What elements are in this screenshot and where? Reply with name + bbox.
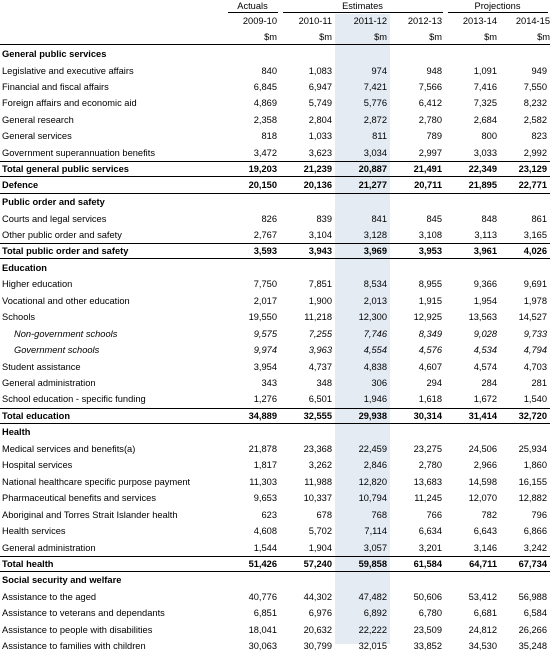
cell-value: 19,550 [248, 312, 277, 323]
cell-value: 2,358 [253, 114, 277, 125]
cell-value: 35,248 [518, 641, 547, 652]
cell-value: 3,033 [473, 147, 497, 158]
cell-value: 6,643 [473, 526, 497, 536]
row-label: Courts and legal services [2, 213, 107, 224]
cell-value: 768 [371, 509, 387, 520]
cell-value: 3,963 [308, 345, 332, 356]
cell-value: 3,943 [308, 246, 332, 257]
cell-value: 818 [261, 131, 277, 142]
col-unit: $m [374, 32, 387, 42]
cell-value: 12,925 [413, 312, 442, 323]
cell-value: 4,737 [308, 361, 332, 372]
cell-value: 20,150 [248, 179, 277, 190]
cell-value: 21,239 [303, 164, 332, 175]
cell-value: 7,325 [473, 98, 497, 109]
row-label: Pharmaceutical benefits and services [2, 493, 156, 504]
col-year-2010-11: 2010-11 [298, 16, 332, 26]
table-row [0, 276, 550, 292]
cell-value: 7,750 [253, 279, 277, 290]
row-label: Hospital services [2, 460, 73, 471]
cell-value: 3,593 [253, 246, 277, 257]
group-header-estimates: Estimates [342, 1, 383, 11]
cell-value: 3,623 [308, 147, 332, 158]
row-label: Legislative and executive affairs [2, 65, 134, 76]
cell-value: 3,953 [418, 246, 442, 257]
cell-value: 12,070 [468, 493, 497, 504]
section-title: Public order and safety [2, 197, 105, 207]
cell-value: 1,904 [308, 542, 332, 553]
cell-value: 22,349 [468, 164, 497, 175]
table-row [0, 523, 550, 539]
section-heading-row [0, 260, 550, 276]
cell-value: 1,091 [473, 65, 497, 76]
cell-value: 3,262 [308, 460, 332, 471]
cell-value: 306 [371, 378, 387, 388]
cell-value: 20,136 [303, 179, 332, 190]
cell-value: 796 [531, 509, 547, 520]
cell-value: 2,997 [418, 147, 442, 158]
group-header-projections: Projections [474, 1, 521, 11]
cell-value: 1,954 [473, 295, 497, 306]
total-row [0, 408, 550, 424]
cell-value: 1,276 [253, 394, 277, 405]
cell-value: 3,057 [363, 542, 387, 553]
row-label: General administration [2, 542, 96, 553]
cell-value: 4,576 [418, 345, 442, 356]
cell-value: 1,978 [523, 295, 547, 306]
row-label: Government schools [14, 345, 100, 356]
table-row [0, 95, 550, 111]
cell-value: 59,858 [358, 559, 387, 569]
cell-value: 23,275 [413, 443, 442, 454]
cell-value: 20,632 [303, 624, 332, 635]
cell-value: 343 [261, 378, 277, 388]
row-label: Medical services and benefits(a) [2, 443, 136, 454]
table-row [0, 293, 550, 309]
row-label: School education - specific funding [2, 394, 146, 405]
cell-value: 4,554 [363, 345, 387, 356]
table-row [0, 63, 550, 79]
section-title: Health [2, 427, 31, 438]
cell-value: 974 [371, 65, 387, 76]
table-row [0, 112, 550, 128]
cell-value: 4,607 [418, 361, 442, 372]
cell-value: 6,681 [473, 608, 497, 619]
cell-value: 6,845 [253, 81, 277, 92]
cell-value: 839 [316, 213, 332, 224]
cell-value: 4,534 [473, 345, 497, 356]
row-label: National healthcare specific purpose payment [2, 476, 191, 487]
cell-value: 29,938 [358, 410, 387, 421]
cell-value: 21,277 [358, 179, 387, 190]
cell-value: 8,534 [363, 279, 387, 290]
cell-value: 6,634 [418, 526, 442, 536]
cell-value: 23,129 [518, 164, 547, 175]
col-year-2013-14: 2013-14 [462, 16, 497, 26]
cell-value: 5,776 [363, 98, 387, 109]
cell-value: 13,683 [413, 476, 442, 487]
table-row [0, 375, 550, 391]
group-header-actuals: Actuals [237, 1, 268, 11]
cell-value: 6,412 [418, 98, 442, 109]
row-label: Assistance to families with children [2, 641, 146, 652]
total-row [0, 161, 550, 177]
cell-value: 1,672 [473, 394, 497, 405]
table-row [0, 145, 550, 161]
cell-value: 348 [316, 378, 332, 388]
cell-value: 766 [426, 509, 442, 520]
cell-value: 6,851 [253, 608, 277, 619]
cell-value: 845 [426, 213, 442, 224]
cell-value: 4,838 [363, 361, 387, 372]
row-label: Assistance to people with disabilities [2, 624, 153, 635]
row-label: General services [2, 131, 72, 142]
cell-value: 9,691 [523, 279, 547, 290]
cell-value: 22,771 [518, 179, 547, 190]
col-unit: $m [319, 32, 332, 42]
cell-value: 811 [372, 131, 387, 142]
cell-value: 6,947 [308, 81, 332, 92]
table-row [0, 441, 550, 457]
cell-value: 8,349 [418, 328, 442, 339]
row-label: Total public order and safety [2, 246, 129, 257]
cell-value: 1,540 [523, 394, 547, 405]
cell-value: 4,703 [523, 361, 547, 372]
cell-value: 1,860 [523, 460, 547, 471]
cell-value: 800 [481, 131, 497, 142]
section-heading-row [0, 424, 550, 440]
cell-value: 9,733 [523, 328, 547, 339]
section-heading-row [0, 194, 550, 210]
cell-value: 9,028 [473, 328, 497, 339]
cell-value: 30,799 [303, 641, 332, 652]
section-heading-row [0, 46, 550, 62]
cell-value: 14,527 [518, 312, 547, 323]
cell-value: 61,584 [413, 559, 442, 569]
section-title: Social security and welfare [2, 575, 122, 586]
col-unit: $m [537, 32, 550, 42]
row-label: General research [2, 114, 74, 125]
table-row [0, 474, 550, 490]
row-label: Schools [2, 312, 36, 323]
row-label: Financial and fiscal affairs [2, 81, 109, 92]
cell-value: 21,878 [248, 443, 277, 454]
cell-value: 21,895 [468, 179, 497, 190]
cell-value: 1,946 [363, 394, 387, 405]
row-label: Assistance to the aged [2, 591, 97, 602]
cell-value: 3,969 [363, 246, 387, 257]
table-row [0, 605, 550, 621]
cell-value: 24,506 [468, 443, 497, 454]
cell-value: 3,472 [253, 147, 277, 158]
cell-value: 3,128 [363, 229, 387, 240]
cell-value: 948 [426, 65, 442, 76]
col-year-2014-15: 2014-15 [515, 16, 550, 26]
cell-value: 13,563 [468, 312, 497, 323]
cell-value: 823 [531, 131, 547, 142]
cell-value: 50,606 [413, 591, 442, 602]
table-row [0, 507, 550, 523]
cell-value: 12,882 [518, 493, 547, 504]
cell-value: 6,780 [418, 608, 442, 619]
cell-value: 1,033 [308, 131, 332, 142]
cell-value: 2,017 [253, 295, 277, 306]
header-rule [0, 44, 550, 45]
cell-value: 3,165 [523, 229, 547, 240]
table-row [0, 79, 550, 95]
row-label: Assistance to veterans and dependants [2, 608, 165, 619]
cell-value: 2,846 [363, 460, 387, 471]
cell-value: 51,426 [248, 559, 277, 569]
cell-value: 32,555 [303, 410, 332, 421]
row-label: Total general public services [2, 164, 129, 175]
table-row [0, 589, 550, 605]
col-unit: $m [484, 32, 497, 42]
cell-value: 3,113 [474, 229, 497, 240]
cell-value: 789 [426, 131, 442, 142]
table-row [0, 211, 550, 227]
cell-value: 3,242 [523, 542, 547, 553]
cell-value: 6,584 [523, 608, 547, 619]
cell-value: 23,509 [413, 624, 442, 635]
total-row [0, 556, 550, 572]
cell-value: 19,203 [248, 164, 277, 175]
row-label: Foreign affairs and economic aid [2, 98, 137, 109]
cell-value: 1,915 [418, 295, 442, 306]
cell-value: 12,820 [358, 476, 387, 487]
cell-value: 1,900 [308, 295, 332, 306]
cell-value: 4,026 [523, 246, 547, 257]
table-row [0, 309, 550, 325]
cell-value: 18,041 [248, 624, 277, 635]
cell-value: 31,414 [468, 410, 497, 421]
cell-value: 4,608 [253, 526, 277, 536]
cell-value: 826 [261, 213, 277, 224]
cell-value: 34,889 [248, 410, 277, 421]
row-label: Government superannuation benefits [2, 147, 155, 158]
cell-value: 11,988 [304, 476, 332, 487]
cell-value: 7,550 [523, 81, 547, 92]
cell-value: 1,618 [418, 394, 442, 405]
cell-value: 10,337 [303, 493, 332, 504]
cell-value: 11,303 [249, 476, 277, 487]
col-year-2011-12: 2011-12 [353, 16, 387, 26]
cell-value: 9,653 [253, 493, 277, 504]
cell-value: 2,013 [363, 295, 387, 306]
cell-value: 4,869 [253, 98, 277, 109]
cell-value: 24,812 [468, 624, 497, 635]
cell-value: 12,300 [358, 312, 387, 323]
row-label: Defence [2, 179, 39, 190]
cell-value: 22,222 [358, 624, 387, 635]
table-row [0, 490, 550, 506]
cell-value: 32,015 [358, 641, 387, 652]
cell-value: 1,544 [253, 542, 277, 553]
cell-value: 44,302 [303, 591, 332, 602]
table-row [0, 622, 550, 638]
cell-value: 8,955 [418, 279, 442, 290]
cell-value: 4,574 [473, 361, 497, 372]
total-row [0, 243, 550, 259]
group-underline-actuals [228, 12, 278, 13]
cell-value: 782 [481, 509, 497, 520]
cell-value: 678 [316, 509, 332, 520]
cell-value: 7,566 [418, 81, 442, 92]
cell-value: 2,767 [253, 229, 277, 240]
cell-value: 9,366 [473, 279, 497, 290]
cell-value: 294 [426, 378, 442, 388]
cell-value: 3,954 [253, 361, 277, 372]
cell-value: 7,851 [308, 279, 332, 290]
cell-value: 2,684 [473, 114, 497, 125]
cell-value: 623 [261, 509, 277, 520]
table-row [0, 540, 550, 556]
cell-value: 40,776 [248, 591, 277, 602]
cell-value: 949 [531, 65, 547, 76]
cell-value: 11,218 [304, 312, 332, 323]
cell-value: 4,794 [523, 345, 547, 356]
cell-value: 9,575 [253, 328, 277, 339]
cell-value: 22,459 [358, 443, 387, 454]
cell-value: 23,368 [303, 443, 332, 454]
cell-value: 30,314 [413, 410, 442, 421]
cell-value: 848 [481, 213, 497, 224]
cell-value: 3,201 [418, 542, 442, 553]
col-year-2012-13: 2012-13 [407, 16, 442, 26]
cell-value: 30,063 [248, 641, 277, 652]
cell-value: 284 [481, 378, 497, 388]
cell-value: 32,720 [518, 410, 547, 421]
group-underline-estimates [283, 12, 443, 13]
row-label: Vocational and other education [2, 295, 130, 306]
cell-value: 3,108 [418, 229, 442, 240]
col-unit: $m [264, 32, 277, 42]
section-title: General public services [2, 49, 107, 59]
cell-value: 25,934 [518, 443, 547, 454]
cell-value: 2,582 [523, 114, 547, 125]
total-row [0, 178, 550, 194]
cell-value: 2,780 [418, 460, 442, 471]
cell-value: 7,746 [363, 328, 387, 339]
cell-value: 2,804 [308, 114, 332, 125]
cell-value: 21,491 [413, 164, 442, 175]
table-row [0, 359, 550, 375]
cell-value: 9,974 [253, 345, 277, 356]
table-row [0, 128, 550, 144]
table-row [0, 457, 550, 473]
cell-value: 861 [531, 213, 547, 224]
cell-value: 3,104 [308, 229, 332, 240]
cell-value: 53,412 [468, 591, 497, 602]
cell-value: 2,780 [418, 114, 442, 125]
cell-value: 840 [261, 65, 277, 76]
cell-value: 3,146 [473, 542, 497, 553]
cell-value: 5,749 [308, 98, 332, 109]
cell-value: 7,416 [473, 81, 497, 92]
cell-value: 26,266 [518, 624, 547, 635]
row-label: Aboriginal and Torres Strait Islander health [2, 509, 178, 520]
col-year-2009-10: 2009-10 [242, 16, 277, 26]
row-label: Non-government schools [14, 328, 118, 339]
cell-value: 2,966 [473, 460, 497, 471]
row-label: Other public order and safety [2, 229, 122, 240]
cell-value: 16,155 [518, 476, 547, 487]
cell-value: 3,961 [473, 246, 497, 257]
cell-value: 7,114 [364, 526, 387, 536]
cell-value: 47,482 [358, 591, 387, 602]
cell-value: 11,245 [414, 493, 442, 504]
cell-value: 6,892 [363, 608, 387, 619]
row-label: Total education [2, 410, 71, 421]
col-unit: $m [429, 32, 442, 42]
cell-value: 8,232 [523, 98, 547, 109]
cell-value: 56,988 [518, 591, 547, 602]
table-row [0, 342, 550, 358]
row-label: Total health [2, 559, 54, 569]
cell-value: 281 [531, 378, 547, 388]
cell-value: 34,530 [468, 641, 497, 652]
cell-value: 64,711 [469, 559, 497, 569]
cell-value: 10,794 [358, 493, 387, 504]
cell-value: 7,421 [363, 81, 387, 92]
cell-value: 6,866 [523, 526, 547, 536]
cell-value: 1,817 [253, 460, 277, 471]
table-row [0, 638, 550, 654]
cell-value: 57,240 [303, 559, 332, 569]
cell-value: 67,734 [518, 559, 547, 569]
row-label: Student assistance [2, 361, 81, 372]
cell-value: 841 [371, 213, 387, 224]
cell-value: 3,034 [363, 147, 387, 158]
cell-value: 20,711 [414, 179, 442, 190]
table-row [0, 326, 550, 342]
cell-value: 2,872 [363, 114, 387, 125]
row-label: Higher education [2, 279, 73, 290]
cell-value: 6,976 [308, 608, 332, 619]
cell-value: 2,992 [523, 147, 547, 158]
cell-value: 7,255 [308, 328, 332, 339]
table-row [0, 227, 550, 243]
row-label: Health services [2, 526, 66, 536]
cell-value: 20,887 [358, 164, 387, 175]
cell-value: 6,501 [308, 394, 332, 405]
row-label: General administration [2, 378, 96, 388]
group-underline-projections [448, 12, 548, 13]
cell-value: 14,598 [468, 476, 497, 487]
table-row [0, 391, 550, 407]
section-title: Education [2, 262, 47, 273]
cell-value: 5,702 [308, 526, 332, 536]
section-heading-row [0, 572, 550, 588]
cell-value: 1,083 [308, 65, 332, 76]
cell-value: 33,852 [413, 641, 442, 652]
